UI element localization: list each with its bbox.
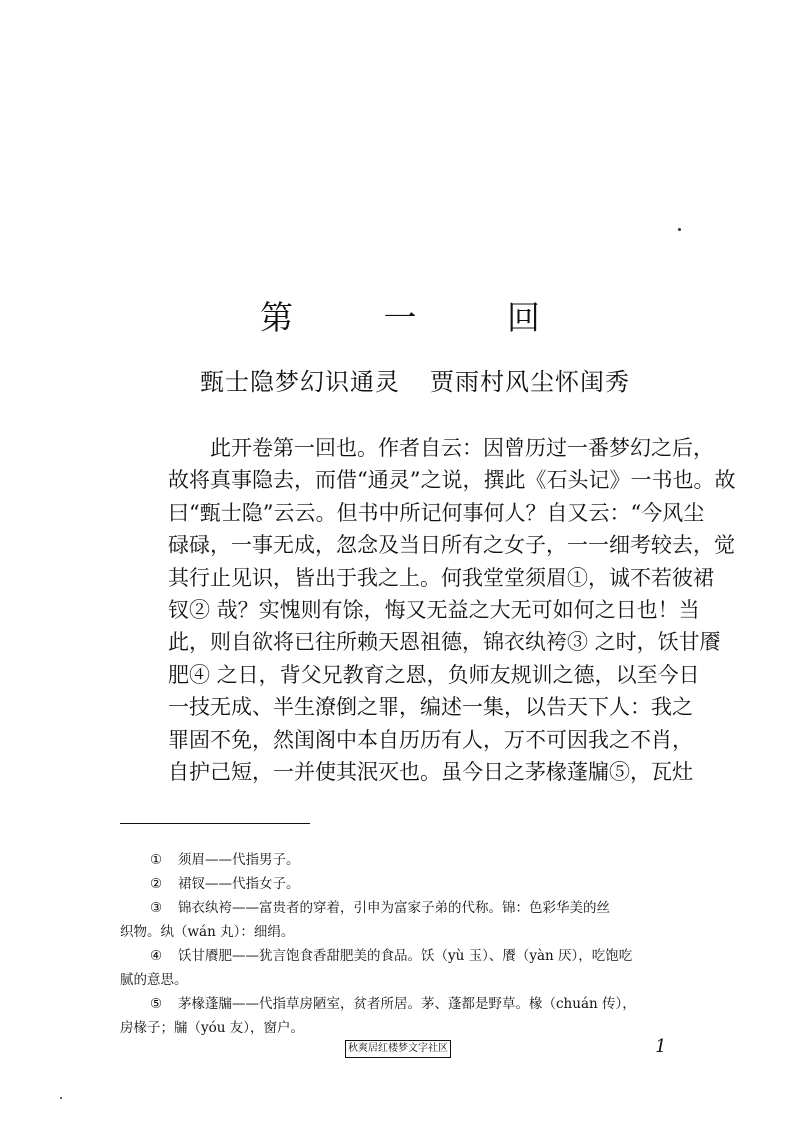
subtitle-right-couplet: 贾雨村风尘怀闺秀	[430, 368, 630, 396]
body-line: 碌碌，一事无成，忽念及当日所有之女子，一一细考较去，觉	[168, 533, 735, 558]
footnote-text: 房椽子；牖（yóu 友），窗户。	[120, 1020, 304, 1036]
footnote	[150, 848, 710, 872]
footnote-text: 须眉——代指男子。	[178, 852, 300, 868]
body-line: 一技无成、半生潦倒之罪，编述一集，以告天下人：我之	[168, 695, 693, 720]
body-line: 曰“甄士隐”云云。但书中所记何事何人？自又云：“今风尘	[168, 500, 705, 525]
footnote-number: ⑤	[150, 996, 163, 1012]
body-line: 此，则自欲将已往所赖天恩祖德，锦衣纨袴③ 之时，饫甘餍	[168, 630, 721, 655]
body-line: 肥④ 之日，背父兄教育之恩，负师友规训之德，以至今日	[168, 662, 700, 687]
scan-speck	[678, 228, 681, 231]
body-line: 罪固不免，然闺阁中本自历历有人，万不可因我之不肖，	[168, 727, 693, 752]
chapter-title: 第 一 回	[260, 298, 580, 337]
page-number: 1	[655, 1036, 667, 1057]
body-line: 故将真事隐去，而借“通灵”之说，撰此《石头记》一书也。故	[168, 468, 736, 493]
body-line: 钗② 哉？实愧则有馀，悔又无益之大无可如何之日也！当	[168, 597, 700, 622]
body-line: 此开卷第一回也。作者自云：因曾历过一番梦幻之后，	[168, 436, 714, 460]
footnote-text: 裙钗——代指女子。	[178, 876, 300, 892]
footnote	[150, 944, 710, 968]
body-text	[168, 432, 736, 788]
footnote-number: ④	[150, 948, 163, 964]
body-line: 自护己短，一并使其泯灭也。虽今日之茅椽蓬牖⑤，瓦灶	[168, 759, 693, 784]
footnote-text: 饫甘餍肥——犹言饱食香甜肥美的食品。饫（yù 玉）、餍（yàn 厌），吃饱吃	[178, 948, 633, 964]
scan-speck	[60, 1097, 62, 1099]
body-line: 其行止见识，皆出于我之上。何我堂堂须眉①，诚不若彼裙	[168, 565, 714, 590]
footnotes	[120, 848, 710, 1040]
footnote-continuation	[120, 1016, 710, 1040]
footnote-continuation	[120, 920, 710, 944]
footnote-number: ①	[150, 852, 163, 868]
footnote	[150, 872, 710, 896]
footnote-continuation	[120, 968, 710, 992]
footnote-text: 腻的意思。	[120, 972, 188, 988]
footnote-text: 锦衣纨袴——富贵者的穿着，引申为富家子弟的代称。锦：色彩华美的丝	[178, 900, 610, 916]
chapter-subtitle	[200, 362, 660, 397]
subtitle-left-couplet: 甄士隐梦幻识通灵	[200, 368, 400, 396]
footnote-divider	[120, 823, 310, 824]
footnote-number: ③	[150, 900, 163, 916]
footnote	[150, 992, 710, 1016]
watermark-stamp: 秋爽居红楼梦文字社区	[345, 1040, 451, 1058]
footnote-number: ②	[150, 876, 163, 892]
footnote	[150, 896, 710, 920]
footnote-text: 织物。纨（wán 丸）：细绢。	[120, 924, 295, 940]
footnote-text: 茅椽蓬牖——代指草房陋室，贫者所居。茅、蓬都是野草。椽（chuán 传），	[178, 996, 636, 1012]
